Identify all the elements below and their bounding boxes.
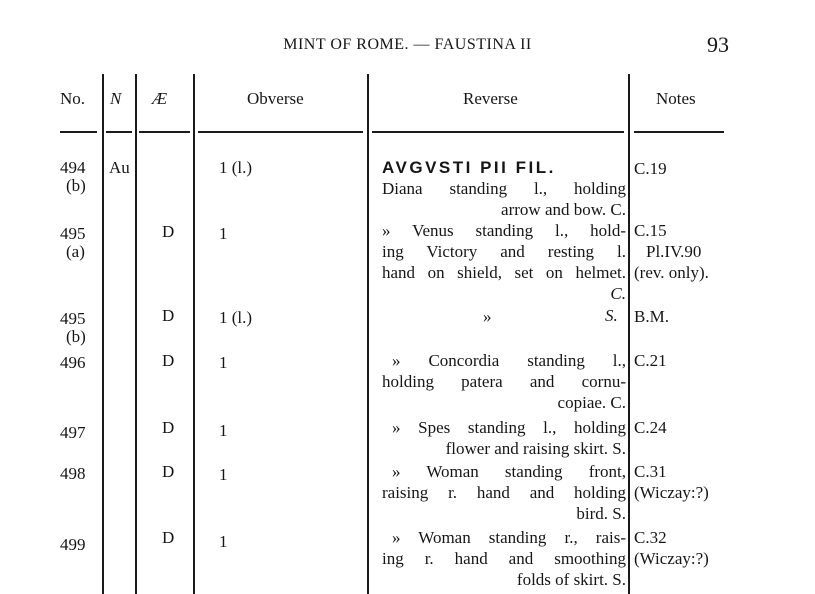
table-row-number: 495 [60,309,86,328]
table-row-silver: D [162,462,175,481]
reverse-line: bird. S. [576,504,626,523]
note-line: C.15 [634,221,667,240]
column-rule-4 [367,74,369,594]
header-underline-notes [634,131,724,133]
reverse-legend: AVGVSTI PII FIL. [382,158,556,177]
column-rule-2 [135,74,137,594]
reverse-line: ing Victory and resting l. [382,242,626,261]
table-row-subnumber: (a) [66,242,85,261]
header-underline-no [60,131,97,133]
column-header-notes: Notes [656,89,696,108]
column-rule-1 [102,74,104,594]
table-row-notes [634,527,709,569]
table-row-notes [634,417,667,438]
reverse-line: hand on shield, set on helmet. [382,263,626,282]
table-row-number: 496 [60,353,86,372]
note-line: C.32 [634,528,667,547]
reverse-line: copiae. C. [557,393,626,412]
table-row-reverse [382,157,626,220]
reverse-line: » Venus standing l., hold- [382,221,626,240]
table-row-silver: D [162,351,175,370]
table-row-silver: D [162,418,175,437]
table-row-obverse: 1 [219,532,228,551]
column-rule-5 [628,74,630,594]
table-row-obverse: 1 [219,353,228,372]
reverse-line: » Woman standing front, [392,462,626,481]
table-row-reverse [382,527,626,590]
table-row-notes [634,350,667,371]
table-row-silver: D [162,222,175,241]
column-header-no: No. [60,89,86,108]
running-title: MINT OF ROME. — FAUSTINA II [283,36,532,53]
reverse-line: flower and raising skirt. S. [445,439,626,458]
header-underline-reverse [372,131,624,133]
reverse-ditto-mark: » [483,307,492,326]
reverse-line: Diana standing l., holding [382,179,626,198]
table-row-subnumber: (b) [66,327,86,346]
table-row-number: 494 [60,158,86,177]
table-row-reverse [382,220,626,304]
page-number: 93 [707,32,729,57]
note-line: B.M. [634,307,669,326]
table-row-reverse [382,461,626,524]
reverse-line: arrow and bow. C. [501,200,626,219]
note-line: (rev. only). [634,263,709,282]
note-line: C.24 [634,418,667,437]
note-line: C.19 [634,159,667,178]
column-header-reverse: Reverse [463,89,518,108]
table-row-subnumber: (b) [66,176,86,195]
reverse-line: raising r. hand and holding [382,483,626,502]
header-underline-obverse [198,131,363,133]
table-row-number: 499 [60,535,86,554]
table-row-silver: D [162,306,175,325]
header-underline-silver [139,131,190,133]
reverse-line: » Woman standing r., rais- [392,528,626,547]
table-row-number: 497 [60,423,86,442]
header-underline-gold [106,131,132,133]
note-line: C.31 [634,462,667,481]
note-line: (Wiczay:?) [634,483,709,502]
note-line: C.21 [634,351,667,370]
reverse-line: » Spes standing l., holding [392,418,626,437]
column-header-gold: N [110,89,122,108]
reverse-line: » Concordia standing l., [392,351,626,370]
table-row-notes [634,306,669,327]
table-row-silver: D [162,528,175,547]
table-row-notes [634,220,709,283]
column-header-obverse: Obverse [247,89,304,108]
reverse-line: ing r. hand and smoothing [382,549,626,568]
table-row-obverse: 1 [219,224,228,243]
note-line: (Wiczay:?) [634,549,709,568]
reverse-line: C. [610,284,626,303]
table-row-gold: Au [109,158,130,177]
column-header-silver: Æ [152,89,168,108]
table-row-obverse: 1 (l.) [219,308,253,327]
reverse-collection-mark: S. [605,306,618,325]
table-row-reverse [382,350,626,413]
table-row-obverse: 1 (l.) [219,158,253,177]
reverse-line: holding patera and cornu- [382,372,626,391]
table-row-obverse: 1 [219,465,228,484]
table-row-reverse [382,417,626,459]
note-line: Pl.IV.90 [646,242,702,261]
column-rule-3 [193,74,195,594]
table-row-number: 495 [60,224,86,243]
table-row-notes [634,158,667,179]
reverse-line: folds of skirt. S. [516,570,626,589]
table-row-number: 498 [60,464,86,483]
table-row-notes [634,461,709,503]
table-row-obverse: 1 [219,421,228,440]
